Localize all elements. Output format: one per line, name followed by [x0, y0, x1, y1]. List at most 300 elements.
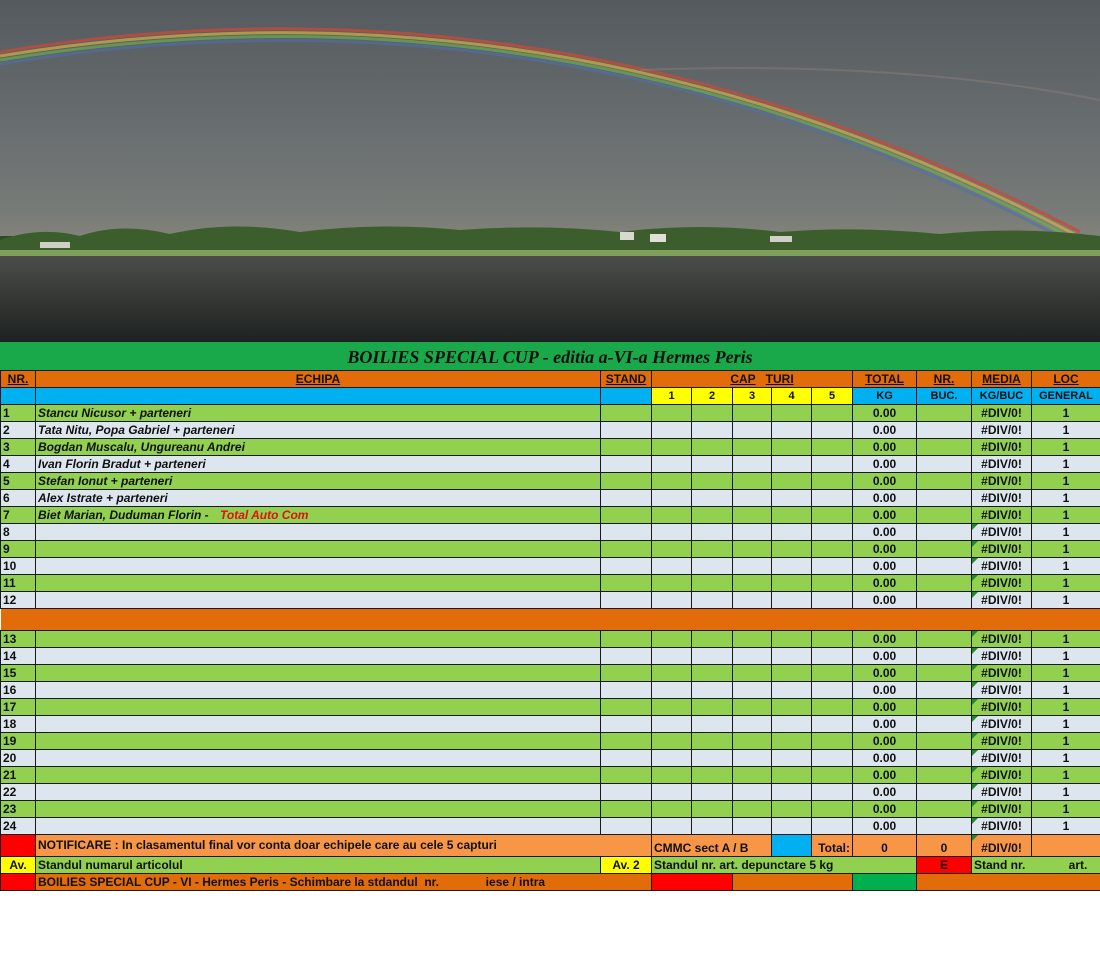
- warning-2-label[interactable]: Av. 2: [601, 857, 652, 874]
- row-media[interactable]: #DIV/0!: [972, 405, 1032, 422]
- row-total[interactable]: 0.00: [853, 699, 917, 716]
- row-r4[interactable]: [772, 456, 812, 473]
- row-r5[interactable]: [812, 665, 853, 682]
- row-media[interactable]: #DIV/0!: [972, 541, 1032, 558]
- row-media[interactable]: #DIV/0!: [972, 716, 1032, 733]
- row-r2[interactable]: [692, 767, 733, 784]
- row-nr[interactable]: 1: [1, 405, 36, 422]
- row-team[interactable]: [36, 507, 601, 524]
- row-stand[interactable]: [601, 507, 652, 524]
- row-r4[interactable]: [772, 473, 812, 490]
- row-total[interactable]: 0.00: [853, 422, 917, 439]
- row-team[interactable]: [36, 733, 601, 750]
- row-r1[interactable]: [652, 439, 692, 456]
- row-loc[interactable]: 1: [1032, 699, 1100, 716]
- row-r3[interactable]: [733, 665, 772, 682]
- row-stand[interactable]: [601, 750, 652, 767]
- row-stand[interactable]: [601, 818, 652, 835]
- row-team[interactable]: [36, 592, 601, 609]
- row-r1[interactable]: [652, 592, 692, 609]
- row-total[interactable]: 0.00: [853, 439, 917, 456]
- row-media[interactable]: #DIV/0!: [972, 592, 1032, 609]
- row-r3[interactable]: [733, 592, 772, 609]
- row-loc[interactable]: 1: [1032, 818, 1100, 835]
- row-r4[interactable]: [772, 750, 812, 767]
- row-nr[interactable]: 4: [1, 456, 36, 473]
- row-nr[interactable]: 16: [1, 682, 36, 699]
- row-r3[interactable]: [733, 439, 772, 456]
- row-r5[interactable]: [812, 524, 853, 541]
- row-stand[interactable]: [601, 767, 652, 784]
- row-total[interactable]: 0.00: [853, 801, 917, 818]
- row-r5[interactable]: [812, 558, 853, 575]
- row-buc[interactable]: [917, 422, 972, 439]
- row-loc[interactable]: 1: [1032, 575, 1100, 592]
- row-team[interactable]: [36, 473, 601, 490]
- row-stand[interactable]: [601, 439, 652, 456]
- round-5[interactable]: 5: [812, 388, 853, 405]
- row-r5[interactable]: [812, 631, 853, 648]
- row-r2[interactable]: [692, 665, 733, 682]
- row-r3[interactable]: [733, 767, 772, 784]
- row-stand[interactable]: [601, 490, 652, 507]
- row-buc[interactable]: [917, 648, 972, 665]
- row-total[interactable]: 0.00: [853, 818, 917, 835]
- row-r2[interactable]: [692, 716, 733, 733]
- row-buc[interactable]: [917, 801, 972, 818]
- row-stand[interactable]: [601, 541, 652, 558]
- warning-2-text[interactable]: Standul nr. art. depunctare 5 kg: [652, 857, 917, 874]
- row-total[interactable]: 0.00: [853, 784, 917, 801]
- row-r2[interactable]: [692, 818, 733, 835]
- row-buc[interactable]: [917, 665, 972, 682]
- row-media[interactable]: #DIV/0!: [972, 818, 1032, 835]
- row-loc[interactable]: 1: [1032, 716, 1100, 733]
- row-r1[interactable]: [652, 575, 692, 592]
- row-nr[interactable]: 6: [1, 490, 36, 507]
- row-r3[interactable]: [733, 648, 772, 665]
- row-r4[interactable]: [772, 784, 812, 801]
- row-r3[interactable]: [733, 422, 772, 439]
- row-stand[interactable]: [601, 558, 652, 575]
- row-r5[interactable]: [812, 818, 853, 835]
- row-team[interactable]: [36, 575, 601, 592]
- row-media[interactable]: #DIV/0!: [972, 767, 1032, 784]
- row-r2[interactable]: [692, 784, 733, 801]
- row-r5[interactable]: [812, 456, 853, 473]
- row-r2[interactable]: [692, 575, 733, 592]
- row-r1[interactable]: [652, 750, 692, 767]
- elimination-text[interactable]: Stand nr. art.: [972, 857, 1100, 874]
- row-r1[interactable]: [652, 422, 692, 439]
- row-team[interactable]: [36, 422, 601, 439]
- row-total[interactable]: 0.00: [853, 682, 917, 699]
- row-loc[interactable]: 1: [1032, 490, 1100, 507]
- notice-text[interactable]: NOTIFICARE : In clasamentul final vor conta doar echipele care au cele 5 capturi: [36, 835, 652, 857]
- row-r4[interactable]: [772, 558, 812, 575]
- row-total[interactable]: 0.00: [853, 456, 917, 473]
- row-loc[interactable]: 1: [1032, 733, 1100, 750]
- row-stand[interactable]: [601, 631, 652, 648]
- col-echipa[interactable]: ECHIPA: [36, 371, 601, 388]
- row-r5[interactable]: [812, 405, 853, 422]
- row-team[interactable]: [36, 405, 601, 422]
- row-media[interactable]: #DIV/0!: [972, 648, 1032, 665]
- row-r1[interactable]: [652, 682, 692, 699]
- row-team[interactable]: [36, 750, 601, 767]
- row-media[interactable]: #DIV/0!: [972, 631, 1032, 648]
- row-r4[interactable]: [772, 716, 812, 733]
- col-nr[interactable]: NR.: [1, 371, 36, 388]
- row-r3[interactable]: [733, 733, 772, 750]
- row-r3[interactable]: [733, 631, 772, 648]
- row-buc[interactable]: [917, 818, 972, 835]
- row-r5[interactable]: [812, 733, 853, 750]
- status-red-cell[interactable]: [1, 835, 36, 857]
- row-r4[interactable]: [772, 592, 812, 609]
- row-r1[interactable]: [652, 665, 692, 682]
- unit-general[interactable]: GENERAL: [1032, 388, 1100, 405]
- row-nr[interactable]: 19: [1, 733, 36, 750]
- row-nr[interactable]: 22: [1, 784, 36, 801]
- row-r2[interactable]: [692, 750, 733, 767]
- row-media[interactable]: #DIV/0!: [972, 665, 1032, 682]
- row-nr[interactable]: 10: [1, 558, 36, 575]
- row-total[interactable]: 0.00: [853, 767, 917, 784]
- row-media[interactable]: #DIV/0!: [972, 456, 1032, 473]
- row-team[interactable]: [36, 524, 601, 541]
- row-r2[interactable]: [692, 422, 733, 439]
- row-r2[interactable]: [692, 648, 733, 665]
- row-r1[interactable]: [652, 507, 692, 524]
- row-media[interactable]: #DIV/0!: [972, 473, 1032, 490]
- row-stand[interactable]: [601, 473, 652, 490]
- row-total[interactable]: 0.00: [853, 575, 917, 592]
- row-buc[interactable]: [917, 490, 972, 507]
- row-r1[interactable]: [652, 631, 692, 648]
- col-nr-buc[interactable]: NR.: [917, 371, 972, 388]
- total-media[interactable]: #DIV/0!: [972, 835, 1032, 857]
- row-r3[interactable]: [733, 750, 772, 767]
- row-buc[interactable]: [917, 682, 972, 699]
- row-loc[interactable]: 1: [1032, 784, 1100, 801]
- status-red-block[interactable]: [652, 874, 733, 891]
- row-buc[interactable]: [917, 750, 972, 767]
- row-r3[interactable]: [733, 541, 772, 558]
- change-text[interactable]: BOILIES SPECIAL CUP - VI - Hermes Peris - Schimbare la stdandul nr. iese / intra: [36, 874, 652, 891]
- status-green-cell[interactable]: [853, 874, 917, 891]
- row-team[interactable]: [36, 541, 601, 558]
- round-3[interactable]: 3: [733, 388, 772, 405]
- row-buc[interactable]: [917, 716, 972, 733]
- row-r1[interactable]: [652, 699, 692, 716]
- row-total[interactable]: 0.00: [853, 558, 917, 575]
- warning-1-label[interactable]: Av.: [1, 857, 36, 874]
- row-media[interactable]: #DIV/0!: [972, 784, 1032, 801]
- row-buc[interactable]: [917, 405, 972, 422]
- row-media[interactable]: #DIV/0!: [972, 750, 1032, 767]
- status-red-cell-2[interactable]: [1, 874, 36, 891]
- row-r5[interactable]: [812, 439, 853, 456]
- row-nr[interactable]: 15: [1, 665, 36, 682]
- row-nr[interactable]: 14: [1, 648, 36, 665]
- row-r3[interactable]: [733, 818, 772, 835]
- row-r1[interactable]: [652, 524, 692, 541]
- row-loc[interactable]: 1: [1032, 801, 1100, 818]
- row-nr[interactable]: 17: [1, 699, 36, 716]
- row-r2[interactable]: [692, 439, 733, 456]
- row-r5[interactable]: [812, 801, 853, 818]
- row-r4[interactable]: [772, 439, 812, 456]
- row-r5[interactable]: [812, 473, 853, 490]
- row-stand[interactable]: [601, 665, 652, 682]
- row-nr[interactable]: 12: [1, 592, 36, 609]
- row-loc[interactable]: 1: [1032, 524, 1100, 541]
- row-r3[interactable]: [733, 801, 772, 818]
- row-stand[interactable]: [601, 801, 652, 818]
- row-r4[interactable]: [772, 665, 812, 682]
- elimination-label[interactable]: E: [917, 857, 972, 874]
- row-r2[interactable]: [692, 682, 733, 699]
- row-loc[interactable]: 1: [1032, 405, 1100, 422]
- warning-1-text[interactable]: Standul numarul articolul: [36, 857, 601, 874]
- row-r3[interactable]: [733, 575, 772, 592]
- row-r1[interactable]: [652, 541, 692, 558]
- row-loc[interactable]: 1: [1032, 750, 1100, 767]
- row-r3[interactable]: [733, 473, 772, 490]
- row-r3[interactable]: [733, 490, 772, 507]
- row-team[interactable]: [36, 767, 601, 784]
- row-r1[interactable]: [652, 801, 692, 818]
- row-r5[interactable]: [812, 575, 853, 592]
- unit-kgbuc[interactable]: KG/BUC: [972, 388, 1032, 405]
- row-r5[interactable]: [812, 490, 853, 507]
- row-r4[interactable]: [772, 541, 812, 558]
- row-total[interactable]: 0.00: [853, 631, 917, 648]
- row-team[interactable]: [36, 682, 601, 699]
- row-nr[interactable]: 9: [1, 541, 36, 558]
- row-r4[interactable]: [772, 575, 812, 592]
- row-r1[interactable]: [652, 456, 692, 473]
- row-nr[interactable]: 13: [1, 631, 36, 648]
- row-buc[interactable]: [917, 456, 972, 473]
- row-media[interactable]: #DIV/0!: [972, 733, 1032, 750]
- row-total[interactable]: 0.00: [853, 716, 917, 733]
- row-buc[interactable]: [917, 524, 972, 541]
- row-loc[interactable]: 1: [1032, 541, 1100, 558]
- row-buc[interactable]: [917, 592, 972, 609]
- row-team[interactable]: [36, 699, 601, 716]
- row-r3[interactable]: [733, 524, 772, 541]
- row-loc[interactable]: 1: [1032, 473, 1100, 490]
- row-stand[interactable]: [601, 648, 652, 665]
- row-media[interactable]: #DIV/0!: [972, 699, 1032, 716]
- row-r3[interactable]: [733, 456, 772, 473]
- row-r4[interactable]: [772, 699, 812, 716]
- row-loc[interactable]: 1: [1032, 558, 1100, 575]
- row-buc[interactable]: [917, 784, 972, 801]
- row-loc[interactable]: 1: [1032, 631, 1100, 648]
- row-nr[interactable]: 5: [1, 473, 36, 490]
- row-loc[interactable]: 1: [1032, 439, 1100, 456]
- row-stand[interactable]: [601, 716, 652, 733]
- row-r4[interactable]: [772, 490, 812, 507]
- row-stand[interactable]: [601, 682, 652, 699]
- row-r5[interactable]: [812, 648, 853, 665]
- row-buc[interactable]: [917, 733, 972, 750]
- row-team[interactable]: [36, 784, 601, 801]
- row-r2[interactable]: [692, 699, 733, 716]
- row-team[interactable]: [36, 648, 601, 665]
- row-r5[interactable]: [812, 541, 853, 558]
- row-stand[interactable]: [601, 524, 652, 541]
- row-loc[interactable]: 1: [1032, 682, 1100, 699]
- row-buc[interactable]: [917, 473, 972, 490]
- total-label[interactable]: Total:: [812, 835, 853, 857]
- row-team[interactable]: [36, 818, 601, 835]
- row-total[interactable]: 0.00: [853, 733, 917, 750]
- row-media[interactable]: #DIV/0!: [972, 422, 1032, 439]
- cmmc-label[interactable]: CMMC sect A / B: [652, 835, 772, 857]
- row-r4[interactable]: [772, 682, 812, 699]
- row-r5[interactable]: [812, 507, 853, 524]
- row-r4[interactable]: [772, 648, 812, 665]
- row-media[interactable]: #DIV/0!: [972, 575, 1032, 592]
- row-r1[interactable]: [652, 473, 692, 490]
- row-r2[interactable]: [692, 801, 733, 818]
- row-loc[interactable]: 1: [1032, 767, 1100, 784]
- row-nr[interactable]: 8: [1, 524, 36, 541]
- row-stand[interactable]: [601, 405, 652, 422]
- row-r2[interactable]: [692, 524, 733, 541]
- round-4[interactable]: 4: [772, 388, 812, 405]
- row-r1[interactable]: [652, 733, 692, 750]
- row-r2[interactable]: [692, 490, 733, 507]
- row-r2[interactable]: [692, 733, 733, 750]
- row-total[interactable]: 0.00: [853, 507, 917, 524]
- row-total[interactable]: 0.00: [853, 541, 917, 558]
- row-r3[interactable]: [733, 405, 772, 422]
- col-stand[interactable]: STAND: [601, 371, 652, 388]
- row-r3[interactable]: [733, 507, 772, 524]
- row-r1[interactable]: [652, 716, 692, 733]
- row-r1[interactable]: [652, 405, 692, 422]
- row-r1[interactable]: [652, 490, 692, 507]
- row-media[interactable]: #DIV/0!: [972, 490, 1032, 507]
- row-r3[interactable]: [733, 784, 772, 801]
- col-loc[interactable]: LOC: [1032, 371, 1100, 388]
- row-nr[interactable]: 7: [1, 507, 36, 524]
- row-total[interactable]: 0.00: [853, 665, 917, 682]
- row-nr[interactable]: 18: [1, 716, 36, 733]
- row-r3[interactable]: [733, 716, 772, 733]
- col-total[interactable]: TOTAL: [853, 371, 917, 388]
- row-r1[interactable]: [652, 767, 692, 784]
- row-team[interactable]: [36, 456, 601, 473]
- row-stand[interactable]: [601, 699, 652, 716]
- row-r1[interactable]: [652, 648, 692, 665]
- row-r5[interactable]: [812, 767, 853, 784]
- row-team[interactable]: [36, 631, 601, 648]
- row-total[interactable]: 0.00: [853, 473, 917, 490]
- row-total[interactable]: 0.00: [853, 648, 917, 665]
- row-r3[interactable]: [733, 682, 772, 699]
- row-r4[interactable]: [772, 818, 812, 835]
- row-r3[interactable]: [733, 699, 772, 716]
- row-r4[interactable]: [772, 405, 812, 422]
- row-r2[interactable]: [692, 456, 733, 473]
- row-r5[interactable]: [812, 750, 853, 767]
- row-stand[interactable]: [601, 784, 652, 801]
- row-loc[interactable]: 1: [1032, 507, 1100, 524]
- row-buc[interactable]: [917, 439, 972, 456]
- row-r4[interactable]: [772, 524, 812, 541]
- round-1[interactable]: 1: [652, 388, 692, 405]
- unit-buc[interactable]: BUC.: [917, 388, 972, 405]
- row-r2[interactable]: [692, 405, 733, 422]
- row-total[interactable]: 0.00: [853, 405, 917, 422]
- row-nr[interactable]: 11: [1, 575, 36, 592]
- row-stand[interactable]: [601, 422, 652, 439]
- row-total[interactable]: 0.00: [853, 524, 917, 541]
- row-nr[interactable]: 24: [1, 818, 36, 835]
- row-buc[interactable]: [917, 767, 972, 784]
- row-loc[interactable]: 1: [1032, 456, 1100, 473]
- row-nr[interactable]: 3: [1, 439, 36, 456]
- row-total[interactable]: 0.00: [853, 592, 917, 609]
- row-team[interactable]: [36, 558, 601, 575]
- row-r2[interactable]: [692, 473, 733, 490]
- row-nr[interactable]: 2: [1, 422, 36, 439]
- col-cap-turi[interactable]: CAP TURI: [652, 371, 853, 388]
- status-blue-cell[interactable]: [772, 835, 812, 857]
- row-stand[interactable]: [601, 575, 652, 592]
- total-buc[interactable]: 0: [917, 835, 972, 857]
- row-r3[interactable]: [733, 558, 772, 575]
- row-r5[interactable]: [812, 682, 853, 699]
- row-nr[interactable]: 21: [1, 767, 36, 784]
- row-buc[interactable]: [917, 699, 972, 716]
- row-media[interactable]: #DIV/0!: [972, 801, 1032, 818]
- row-r4[interactable]: [772, 422, 812, 439]
- row-r4[interactable]: [772, 733, 812, 750]
- row-nr[interactable]: 23: [1, 801, 36, 818]
- row-team[interactable]: [36, 490, 601, 507]
- row-r5[interactable]: [812, 784, 853, 801]
- row-media[interactable]: #DIV/0!: [972, 558, 1032, 575]
- row-loc[interactable]: 1: [1032, 422, 1100, 439]
- row-media[interactable]: #DIV/0!: [972, 507, 1032, 524]
- row-r1[interactable]: [652, 784, 692, 801]
- row-r1[interactable]: [652, 818, 692, 835]
- row-media[interactable]: #DIV/0!: [972, 682, 1032, 699]
- row-r5[interactable]: [812, 699, 853, 716]
- row-buc[interactable]: [917, 558, 972, 575]
- row-r4[interactable]: [772, 631, 812, 648]
- row-total[interactable]: 0.00: [853, 490, 917, 507]
- row-r4[interactable]: [772, 801, 812, 818]
- row-buc[interactable]: [917, 575, 972, 592]
- row-r2[interactable]: [692, 507, 733, 524]
- row-media[interactable]: #DIV/0!: [972, 524, 1032, 541]
- row-r5[interactable]: [812, 422, 853, 439]
- row-r4[interactable]: [772, 767, 812, 784]
- row-stand[interactable]: [601, 456, 652, 473]
- row-r2[interactable]: [692, 631, 733, 648]
- row-loc[interactable]: 1: [1032, 665, 1100, 682]
- row-r2[interactable]: [692, 592, 733, 609]
- row-team[interactable]: [36, 665, 601, 682]
